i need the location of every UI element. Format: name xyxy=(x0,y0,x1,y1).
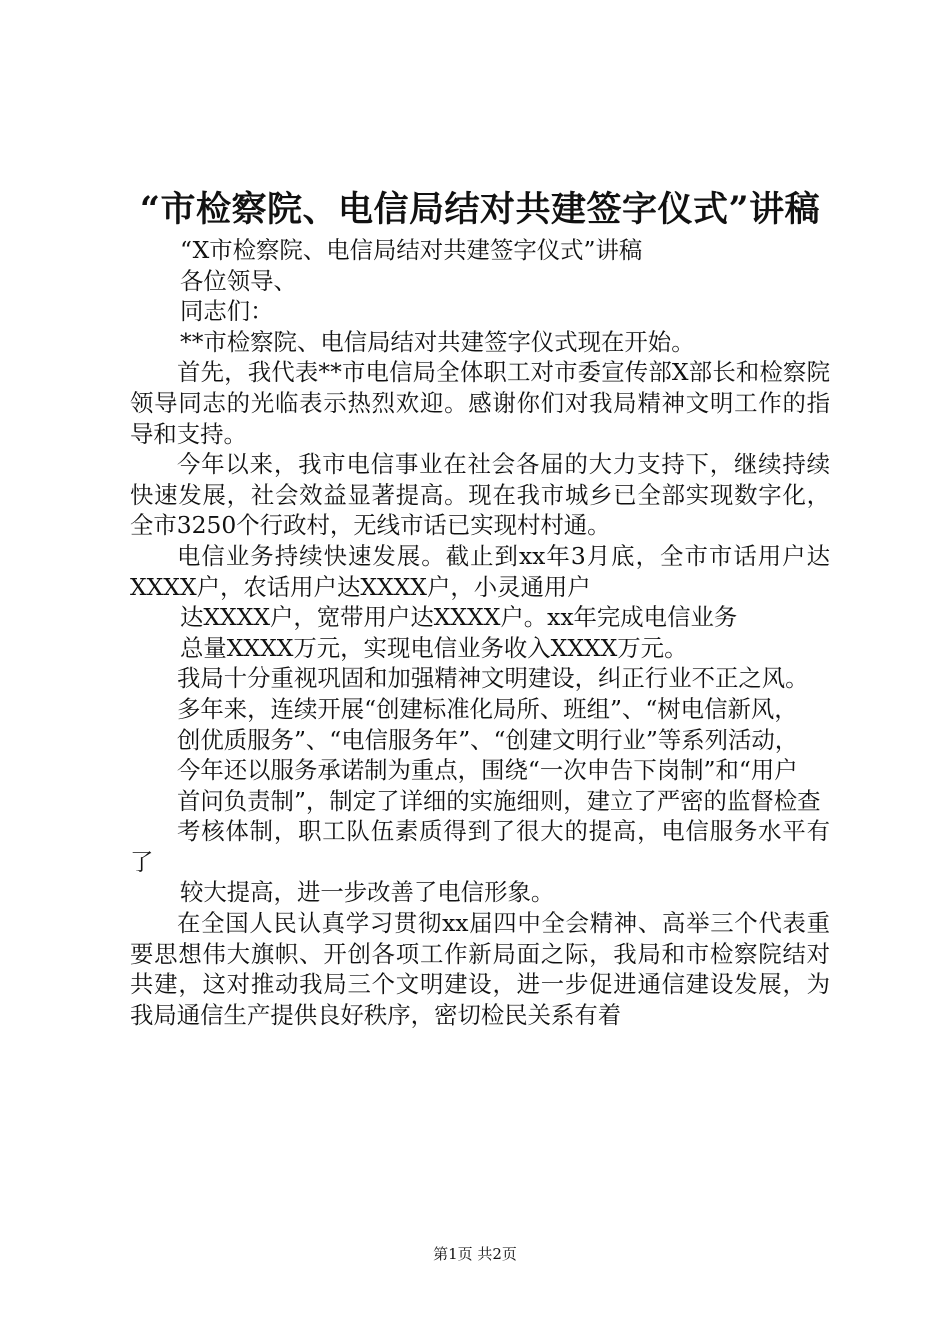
body-paragraph: 考核体制，职工队伍素质得到了很大的提高，电信服务水平有了 xyxy=(130,817,830,876)
body-paragraph: 在全国人民认真学习贯彻xx届四中全会精神、高举三个代表重要思想伟大旗帜、开创各项工作新局面之际，我局和市检察院结对共建，这对推动我局三个文明建设，进一步促进通信建设发展，为我局通信生产提供良好秩序，密切检民关系有着 xyxy=(130,909,830,1029)
subtitle-paragraph: “X市检察院、电信局结对共建签字仪式”讲稿 xyxy=(180,236,643,264)
body-paragraph: 较大提高，进一步改善了电信形象。 xyxy=(180,878,555,907)
salutation-line: 同志们： xyxy=(180,297,274,326)
body-paragraph: 电信业务持续快速发展。截止到xx年3月底，全市市话用户达XXXX户，农话用户达XXXX户，小灵通用户 xyxy=(130,541,830,601)
body-paragraph: 今年还以服务承诺制为重点，围绕“一次申告下岗制”和“用户 xyxy=(177,756,798,785)
body-paragraph: 今年以来，我市电信事业在社会各届的大力支持下，继续持续快速发展，社会效益显著提高。现在我市城乡已全部实现数字化，全市3250个行政村，无线市话已实现村村通。 xyxy=(130,450,830,540)
body-paragraph: 多年来，连续开展“创建标准化局所、班组”、“树电信新风， xyxy=(177,694,798,723)
page-number-footer: 第1页 共2页 xyxy=(433,1245,517,1263)
document-title: “市检察院、电信局结对共建签字仪式”讲稿 xyxy=(139,189,821,230)
body-paragraph: **市检察院、电信局结对共建签字仪式现在开始。 xyxy=(180,327,695,356)
body-paragraph: 创优质服务”、“电信服务年”、“创建文明行业”等系列活动， xyxy=(177,725,799,754)
body-paragraph: 我局十分重视巩固和加强精神文明建设，纠正行业不正之风。 xyxy=(177,664,809,693)
document-body xyxy=(130,235,830,1030)
body-paragraph: 达XXXX户，宽带用户达XXXX户。xx年完成电信业务 xyxy=(180,603,738,632)
salutation-line: 各位领导、 xyxy=(180,266,297,295)
body-paragraph: 首问负责制”，制定了详细的实施细则，建立了严密的监督检查 xyxy=(177,786,821,815)
body-paragraph: 总量XXXX万元，实现电信业务收入XXXX万元。 xyxy=(180,633,688,662)
body-paragraph: 首先，我代表**市电信局全体职工对市委宣传部X部长和检察院领导同志的光临表示热烈欢迎。感谢你们对我局精神文明工作的指导和支持。 xyxy=(130,358,830,448)
